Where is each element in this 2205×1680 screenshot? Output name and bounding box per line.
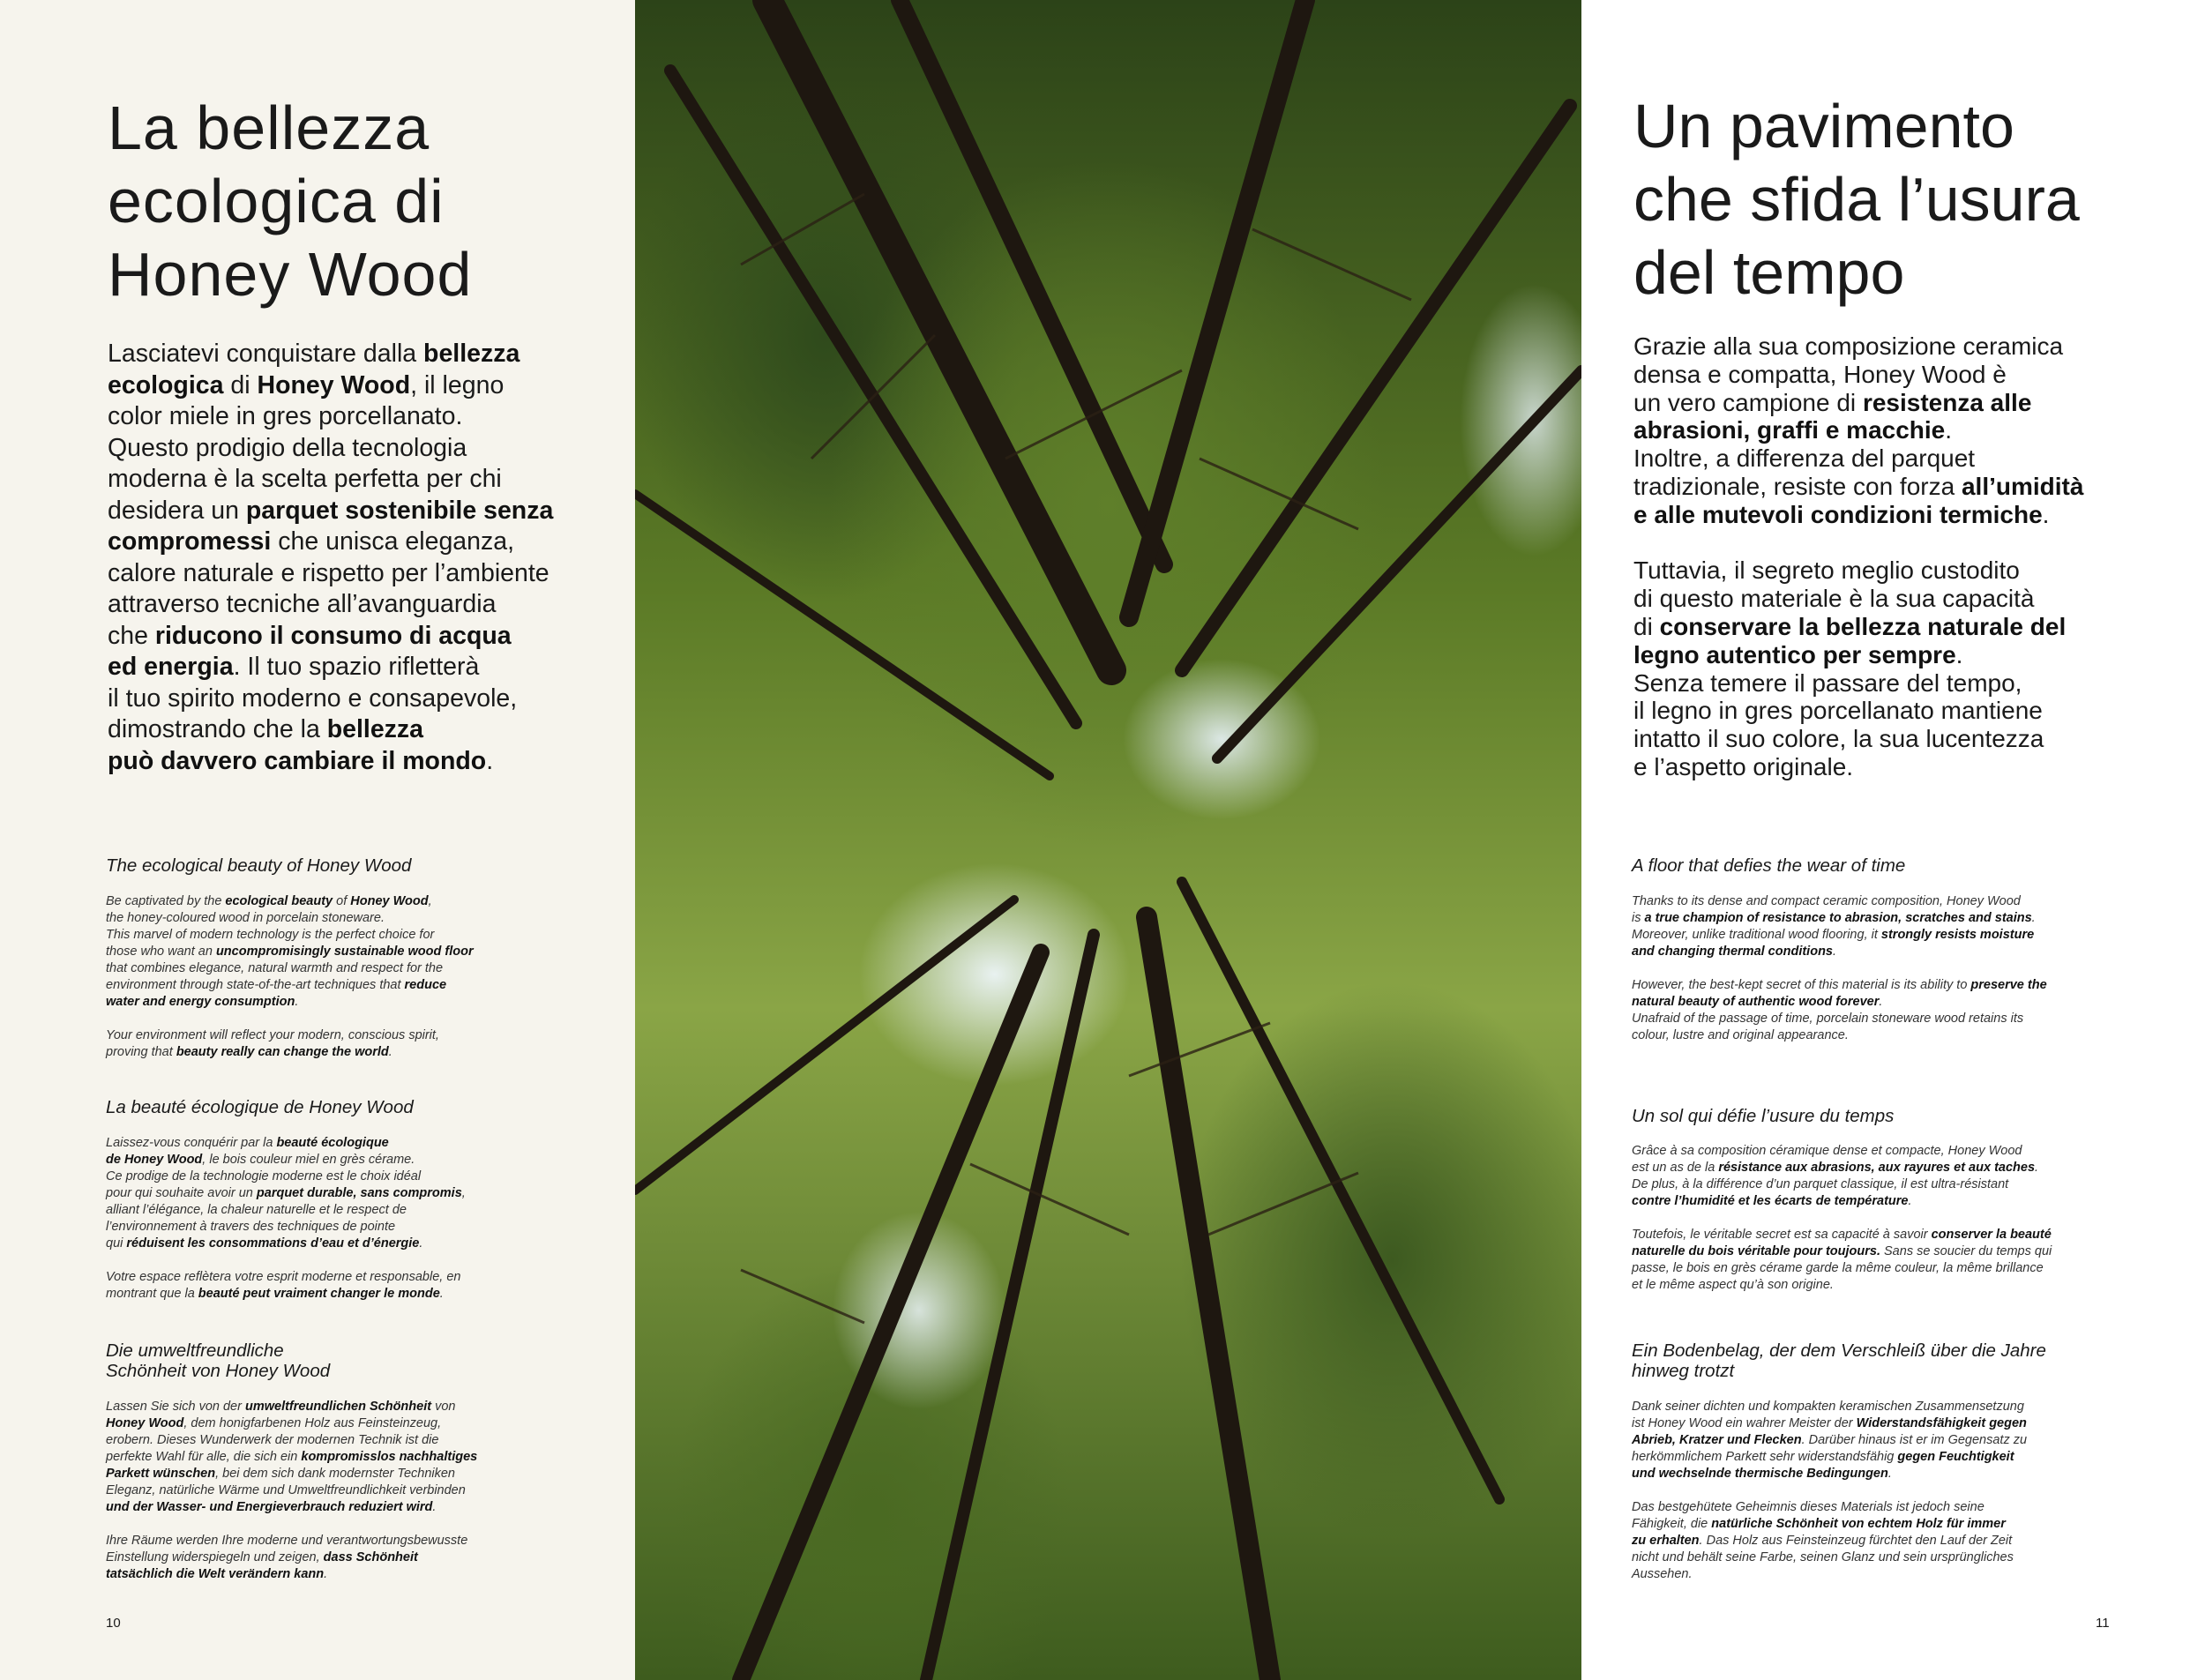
emphasis-text: réduisent les consommations d’eau et d’énergie	[126, 1236, 420, 1251]
left-german-heading: Die umweltfreundliche Schönheit von Honey Wood	[106, 1340, 331, 1381]
emphasis-text: Honey Wood	[350, 894, 429, 908]
left-title-line: Honey Wood	[108, 240, 473, 309]
left-french-body	[106, 1135, 466, 1303]
emphasis-text: preserve the natural beauty of authentic wood forever	[1632, 978, 2047, 1009]
text-run: . De plus, à la différence d’un parquet classique, il est ultra-résistant	[1632, 1161, 2039, 1191]
emphasis-text: Widerstandsfähigkeit gegen Abrieb, Kratzer und Flecken	[1632, 1416, 2027, 1447]
emphasis-text: résistance aux abrasions, aux rayures et aux taches	[1718, 1161, 2036, 1175]
text-run: . Your environment will reflect your modern, conscious spirit, proving that	[106, 995, 439, 1059]
emphasis-text: beauté écologique de Honey Wood	[106, 1136, 389, 1167]
text-run: Laissez-vous conquérir par la	[106, 1136, 277, 1150]
emphasis-text: gegen Feuchtigkeit und wechselnde thermische Bedingungen	[1632, 1450, 2014, 1481]
text-run: Dank seiner dichten und kompakten keramischen Zusammensetzung ist Honey Wood ein wahrer Meister der	[1632, 1400, 2024, 1430]
text-run: .	[486, 746, 494, 775]
text-run: , dem honigfarbenen Holz aus Feinsteinzeug, erobern. Dieses Wunderwerk der modernen Technik ist die perfekte Wahl für alle, die sich ein	[106, 1416, 442, 1464]
right-german-body	[1632, 1399, 2027, 1583]
text-run: . However, the best-kept secret of this material is its ability to	[1632, 945, 1968, 992]
text-run: , alliant l’élégance, la chaleur naturelle et le respect de l’environnement à travers des techniques de pointe qui	[106, 1186, 466, 1251]
right-german-heading: Ein Bodenbelag, der dem Verschleiß über die Jahre hinweg trotzt	[1632, 1340, 2046, 1381]
left-title-line: La bellezza	[108, 93, 430, 162]
right-intro-italian	[1633, 332, 2083, 781]
right-english-body	[1632, 893, 2047, 1044]
right-title-line: che sfida l’usura	[1633, 165, 2080, 234]
text-run: . Ihre Räume werden Ihre moderne und verantwortungsbewusste Einstellung widerspiegeln und zeigen,	[106, 1500, 468, 1564]
text-run: Grazie alla sua composizione ceramica densa e compatta, Honey Wood è un vero campione di	[1633, 332, 2064, 416]
emphasis-text: bellezza	[423, 340, 520, 368]
text-run: Thanks to its dense and compact ceramic composition, Honey Wood is	[1632, 894, 2021, 925]
text-run: Lassen Sie sich von der	[106, 1400, 245, 1414]
emphasis-text: natürliche Schönheit von echtem Holz für immer zu erhalten	[1632, 1517, 2006, 1548]
right-title-line: del tempo	[1633, 238, 1905, 307]
right-english-heading: A floor that defies the wear of time	[1632, 855, 1906, 876]
emphasis-text: bellezza può davvero cambiare il mondo	[108, 715, 487, 775]
right-page	[1581, 0, 2205, 1680]
emphasis-text: dass Schönheit tatsächlich die Welt verändern kann	[106, 1550, 418, 1581]
text-run: , il legno color miele in gres porcellanato. Questo prodigio della tecnologia moderna è la scelta perfetta per chi desidera un	[108, 370, 505, 525]
text-run: . Das Holz aus Feinsteinzeug fürchtet den Lauf der Zeit nicht und behält seine Farbe, seinen Glanz und sein ursprüngliches Aussehen.	[1632, 1534, 2014, 1581]
right-page-title	[1633, 90, 2080, 310]
left-english-heading: The ecological beauty of Honey Wood	[106, 855, 412, 876]
text-run: . Tuttavia, il segreto meglio custodito di questo materiale è la sua capacità di	[1633, 500, 2050, 640]
text-run: .	[439, 1287, 444, 1301]
emphasis-text: umweltfreundlichen Schönheit	[244, 1400, 432, 1414]
text-run: Grâce à sa composition céramique dense et compacte, Honey Wood est un as de la	[1632, 1144, 2022, 1175]
emphasis-text: parquet durable, sans compromis	[256, 1186, 462, 1200]
emphasis-text: und der Wasser- und Energieverbrauch reduziert wird	[106, 1500, 433, 1514]
text-run: . Unafraid of the passage of time, porcelain stoneware wood retains its colour, lustre and original appearance.	[1632, 995, 2024, 1042]
right-title-line: Un pavimento	[1633, 92, 2014, 161]
emphasis-text: a true champion of resistance to abrasion, scratches and stains	[1644, 911, 2032, 925]
tree-trunks-illustration	[635, 0, 1581, 1680]
text-run: . Inoltre, a differenza del parquet tradizionale, resiste con forza	[1633, 416, 1976, 500]
page-number-right: 11	[2096, 1616, 2110, 1631]
text-run: that combines elegance, natural warmth and respect for the environment through state-of-the-art techniques that	[106, 961, 444, 992]
text-run: . Das bestgehütete Geheimnis dieses Materials ist jedoch seine Fähigkeit, die	[1632, 1467, 1984, 1531]
forest-canopy-photo	[635, 0, 1581, 1680]
text-run: , le bois couleur miel en grès cérame. Ce prodige de la technologie moderne est le choix idéal pour qui souhaite avoir un	[106, 1153, 422, 1200]
emphasis-text: parquet sostenibile senza compromessi	[108, 496, 554, 556]
emphasis-text: reduce water and energy consumption	[106, 978, 447, 1009]
text-run: . Darüber hinaus ist er im Gegensatz zu herkömmlichem Parkett sehr widerstandsfähig	[1632, 1433, 2028, 1464]
left-french-heading: La beauté écologique de Honey Wood	[106, 1097, 414, 1117]
text-run: . Toutefois, le véritable secret est sa capacité à savoir	[1632, 1194, 1928, 1242]
emphasis-text: kompromisslos nachhaltiges Parkett wünschen	[106, 1450, 478, 1481]
text-run: che unisca eleganza, calore naturale e rispetto per l’ambiente attraverso tecniche all’avanguardia che	[108, 527, 549, 650]
text-run: . Votre espace reflètera votre esprit moderne et responsable, en montrant que la	[106, 1236, 461, 1301]
text-run: .	[324, 1567, 328, 1581]
text-run: of	[333, 894, 351, 908]
emphasis-text: uncompromisingly sustainable wood floor	[215, 945, 474, 959]
emphasis-text: Honey Wood	[106, 1416, 184, 1430]
left-english-body	[106, 893, 474, 1061]
text-run: Lasciatevi conquistare dalla	[108, 340, 424, 368]
emphasis-text: Honey Wood	[257, 370, 411, 399]
text-run: di	[223, 370, 258, 399]
emphasis-text: all’umidità e alle mutevoli condizioni termiche	[1633, 472, 2084, 528]
emphasis-text: resistenza alle abrasioni, graffi e macchie	[1633, 388, 2032, 444]
left-page-title	[108, 92, 472, 311]
right-french-body	[1632, 1143, 2052, 1294]
left-german-body	[106, 1399, 477, 1583]
emphasis-text: ecological beauty	[225, 894, 333, 908]
text-run: . Moreover, unlike traditional wood flooring, it	[1632, 911, 2036, 942]
emphasis-text: riducono il consumo di acqua ed energia	[108, 621, 512, 681]
text-run: . Senza temere il passare del tempo, il legno in gres porcellanato mantiene intatto il suo colore, la sua lucentezza e l’aspetto originale.	[1633, 640, 2044, 780]
left-title-line: ecologica di	[108, 167, 445, 235]
emphasis-text: strongly resists moisture and changing thermal conditions	[1632, 928, 2035, 959]
text-run: Sans se soucier du temps qui passe, le bois en grès cérame garde la même couleur, la même brillance et le même aspect qu’à son origine.	[1632, 1244, 2052, 1292]
text-run: .	[388, 1045, 392, 1059]
emphasis-text: ecologica	[108, 370, 224, 399]
emphasis-text: beauty really can change the world	[176, 1045, 389, 1059]
left-intro-italian	[108, 339, 553, 777]
page-number-left: 10	[106, 1616, 121, 1631]
left-page	[0, 0, 635, 1680]
text-run: . Il tuo spazio rifletterà il tuo spirito moderno e consapevole, dimostrando che la	[108, 653, 518, 743]
text-run: Be captivated by the	[106, 894, 226, 908]
emphasis-text: conserver la beauté naturelle du bois véritable pour toujours.	[1632, 1228, 2052, 1258]
text-run: , the honey-coloured wood in porcelain stoneware. This marvel of modern technology is the perfect choice for those who want an	[106, 894, 435, 959]
emphasis-text: beauté peut vraiment changer le monde	[198, 1287, 440, 1301]
right-french-heading: Un sol qui défie l’usure du temps	[1632, 1106, 1895, 1126]
text-run: von	[435, 1400, 456, 1414]
emphasis-text: contre l’humidité et les écarts de température	[1632, 1194, 1909, 1208]
emphasis-text: conservare la bellezza naturale del legno autentico per sempre	[1633, 612, 2067, 668]
text-run: , bei dem sich dank modernster Techniken Eleganz, natürliche Wärme und Umweltfreundlichkeit verbinden	[106, 1467, 466, 1497]
